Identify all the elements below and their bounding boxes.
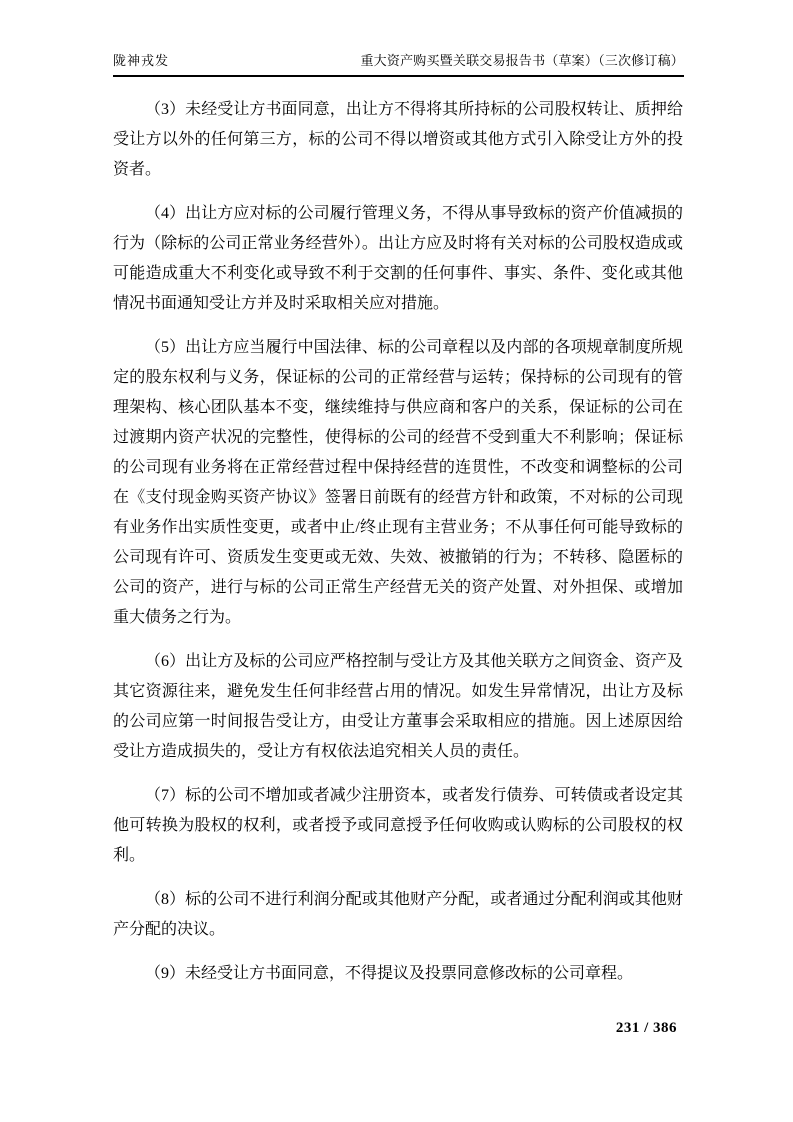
page-footer — [616, 1020, 677, 1037]
paragraph-item-8: （8）标的公司不进行利润分配或其他财产分配，或者通过分配利润或其他财产分配的决议。 — [113, 891, 683, 938]
paragraph-item-3: （3）未经受让方书面同意，出让方不得将其所持标的公司股权转让、质押给受让方以外的任何第三方，标的公司不得以增资或其他方式引入除受让方外的投资者。 — [113, 101, 683, 178]
header-company-name: 陇神戎发 — [113, 53, 170, 68]
paragraph-item-6: （6）出让方及标的公司应严格控制与受让方及其他关联方之间资金、资产及其它资源往来，避免发生任何非经营占用的情况。如发生异常情况，出让方及标的公司应第一时间报告受让方，由受让方董事会采取相应的措施。因上述原因给受让方造成损失的，受让方有权依法追究相关人员的责任。 — [113, 653, 683, 760]
header-document-title: 重大资产购买暨关联交易报告书（草案）（三次修订稿） — [360, 53, 684, 68]
paragraph-item-7: （7）标的公司不增加或者减少注册资本，或者发行债券、可转债或者设定其他可转换为股权的权利，或者授予或同意授予任何收购或认购标的公司股权的权利。 — [113, 787, 683, 864]
page-header — [113, 52, 684, 77]
paragraph-item-5: （5）出让方应当履行中国法律、标的公司章程以及内部的各项规章制度所规定的股东权利与义务，保证标的公司的正常经营与运转；保持标的公司现有的管理架构、核心团队基本不变，继续维持与供应商和客户的关系，保证标的公司在过渡期内资产状况的完整性，使得标的公司的经营不受到重大不利影响；保证标的公司现有业务将在正常经营过程中保持经营的连贯性，不改变和调整标的公司在《支付现金购买资产协议》签署日前既有的经营方针和政策，不对标的公司现有业务作出实质性变更，或者中止/终止现有主营业务；不从事任何可能导致标的公司现有许可、资质发生变更或无效、失效、被撤销的行为；不转移、隐匿标的公司的资产，进行与标的公司正常生产经营无关的资产处置、对外担保、或增加重大债务之行为。 — [113, 339, 683, 626]
paragraph-item-9: （9）未经受让方书面同意，不得提议及投票同意修改标的公司章程。 — [145, 965, 634, 982]
page-number: 231 / 386 — [615, 1020, 677, 1036]
document-body — [113, 95, 683, 1003]
paragraph-item-4: （4）出让方应对标的公司履行管理义务，不得从事导致标的资产价值减损的行为（除标的公司正常业务经营外）。出让方应及时将有关对标的公司股权造成或可能造成重大不利变化或导致不利于交割的任何事件、事实、条件、变化或其他情况书面通知受让方并及时采取相关应对措施。 — [113, 205, 683, 312]
